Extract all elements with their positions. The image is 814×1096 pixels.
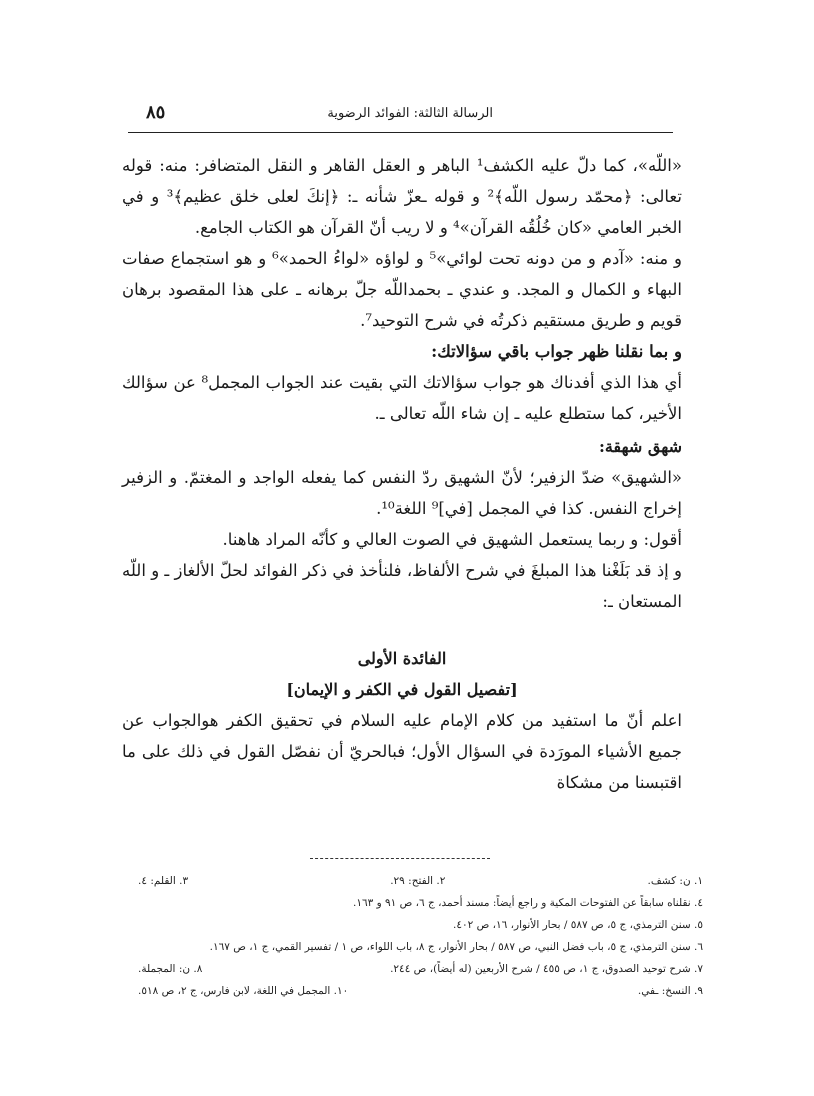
paragraph: أي هذا الذي أفدناك هو جواب سؤالاتك التي بقيت عند الجواب المجمل⁸ عن سؤالك الأخير، كما ستطلع عليه ـ إن شاء اللّه تعالى ـ.: [122, 373, 682, 423]
footnote: ٨. ن: المجملة.: [138, 963, 203, 975]
paragraph: و منه: «آدم و من دونه تحت لوائي»⁵ و لواؤه «لواءُ الحمد»⁶ و هو استجماع صفات البهاء و الكمال و المجد. و عندي ـ بحمداللّه جلّ برهانه ـ على هذا المقصود برهان قويم و طريق مستقيم ذكرتُه في شرح التوحيد⁷.: [122, 249, 682, 330]
footnote-row: [138, 936, 703, 958]
page-number: ٨٥: [146, 102, 166, 123]
footnote: ٦. سنن الترمذي، ج ٥، باب فضل النبي، ص ٥٨٧ / بحار الأنوار، ج ٨، باب اللواء، ص ١ / تفسير القمي، ج ١، ص ١٦٧.: [209, 941, 703, 953]
paragraph: و بما نقلنا ظهر جواب باقي سؤالاتك:: [431, 342, 682, 361]
paragraph: و إذ قد بَلَغْنا هذا المبلغَ في شرح الألفاظ، فلنأخذ في ذكر الفوائد لحلّ الألغاز ـ و اللّه المستعان ـ:: [122, 561, 682, 611]
page-header: [128, 98, 673, 133]
footnote-row: [138, 980, 703, 1002]
footnote: ٤. نقلناه سابقاً عن الفتوحات المكية و راجع أيضاً: مسند أحمد، ج ٦، ص ٩١ و ١٦٣.: [352, 897, 703, 909]
footnotes: [138, 870, 703, 1002]
paragraph: «الشهيق» ضدّ الزفير؛ لأنّ الشهيق ردّ النفس كما يفعله الواجد و المغتمّ. و الزفير إخراج النفس. كذا في المجمل [في]⁹ اللغة¹⁰.: [122, 468, 682, 518]
footnote: ٥. سنن الترمذي، ج ٥، ص ٥٨٧ / بحار الأنوار، ١٦، ص ٤٠٢.: [452, 919, 703, 931]
footnote-row: [138, 958, 703, 980]
lemma-heading: شهق شهقة:: [598, 437, 682, 456]
section-title: الفائدة الأولى: [357, 649, 447, 668]
footnote-row: [138, 892, 703, 914]
running-title: الرسالة الثالثة: الفوائد الرضوية: [327, 106, 493, 121]
main-text: [122, 150, 682, 798]
footnote-separator: [310, 858, 490, 859]
paragraph: «اللّه»، كما دلّ عليه الكشف¹ الباهر و العقل القاهر و النقل المتضافر: منه: قوله تعالى: ﴿محمّد رسول اللّه﴾² و قوله ـعزّ شأنه ـ: ﴿إنكَ لعلى خلق عظيم﴾³ و في الخبر العامي «كان خُلُقُه القرآن»⁴ و لا ريب أنّ القرآن هو الكتاب الجامع.: [122, 156, 682, 237]
footnote-row: [138, 870, 703, 892]
footnote: ١٠. المجمل في اللغة، لابن فارس، ج ٢، ص ٥١٨.: [138, 985, 349, 997]
footnote: ٧. شرح توحيد الصدوق، ج ١، ص ٤٥٥ / شرح الأربعين (له أيضاً)، ص ٢٤٤.: [390, 963, 703, 975]
footnote-row: [138, 914, 703, 936]
footnote: ٢. الفتح: ٢٩.: [390, 875, 446, 887]
footnote: ٩. النسخ: ـفي.: [637, 985, 703, 997]
paragraph: أقول: و ربما يستعمل الشهيق في الصوت العالي و كأنّه المراد هاهنا.: [222, 530, 682, 549]
footnote: ١. ن: كشف.: [647, 875, 703, 887]
section-paragraph: اعلم أنّ ما استفيد من كلام الإمام عليه السلام في تحقيق الكفر هوالجواب عن جميع الأشياء المورَدة في السؤال الأول؛ فبالحريّ أن نفصّل القول في ذلك على ما اقتبسنا من مشكاة: [122, 711, 682, 792]
footnote: ٣. القلم: ٤.: [138, 875, 189, 887]
section-subtitle: [تفصيل القول في الكفر و الإيمان]: [286, 680, 518, 699]
